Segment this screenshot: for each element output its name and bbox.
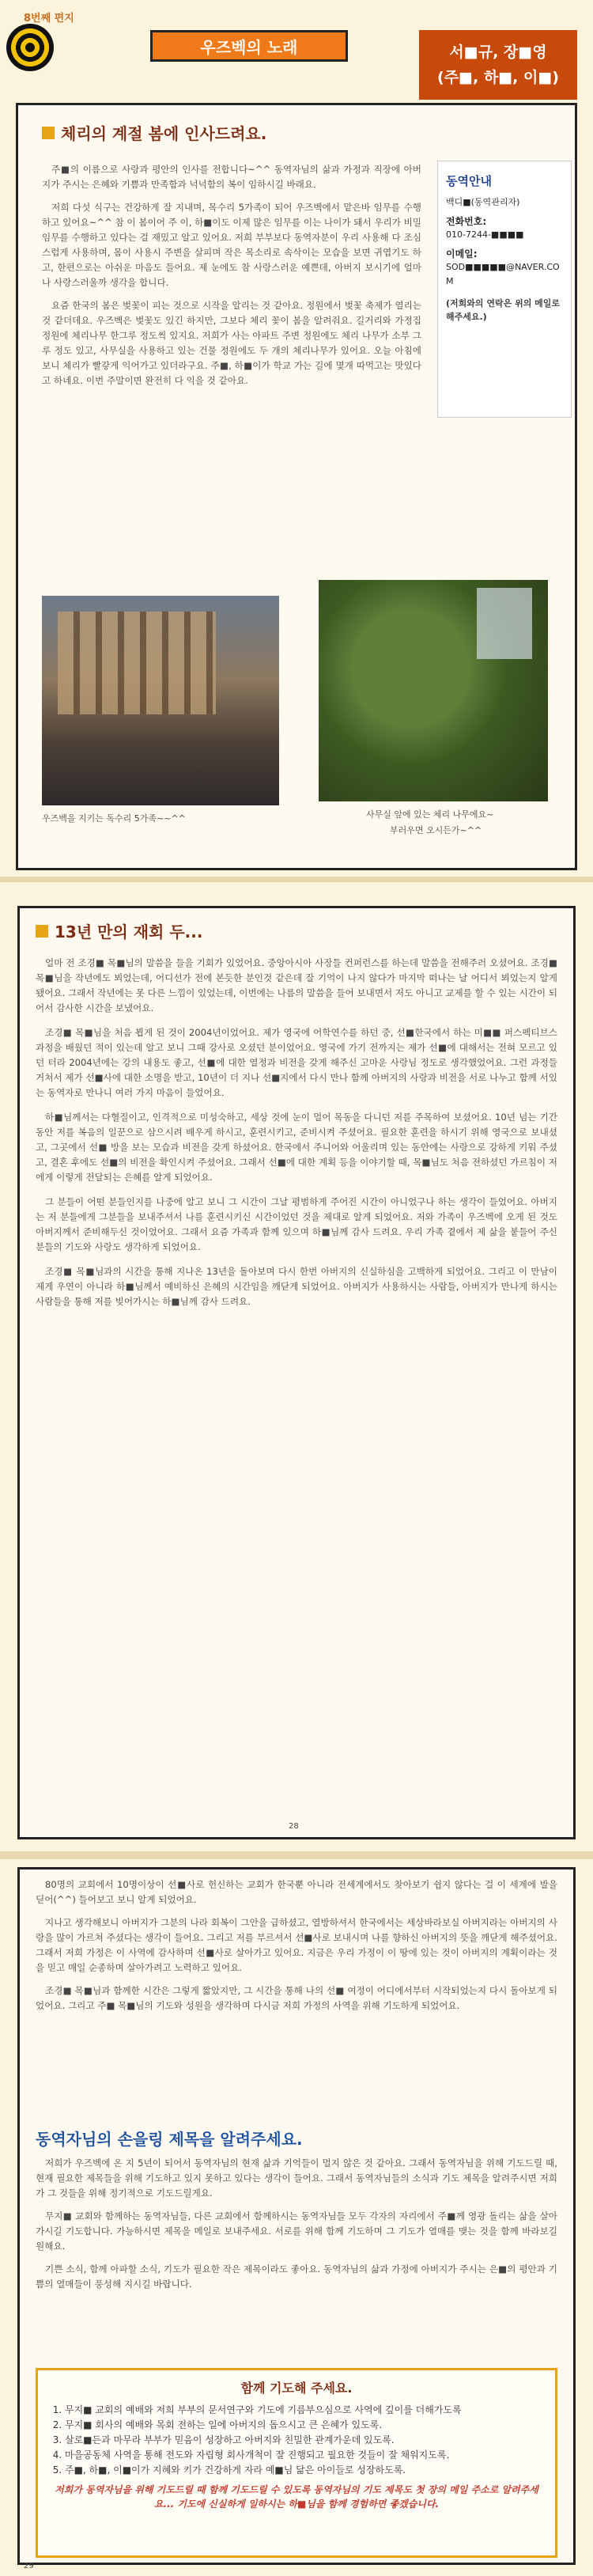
page3-section-title-text: 동역자님의 손을링 제목을 알려주세요. [36, 2130, 303, 2149]
page-3 [0, 1859, 593, 2576]
page2-body [36, 956, 557, 1309]
page1-content-frame [16, 103, 577, 870]
prayer-note: 저희가 동역자님을 위해 기도드릴 때 함께 기도드릴 수 있도록 동역자님의 기도 제목도 첫 장의 메일 주소로 알려주세요... 기도에 신실하게 일하시는 하■님을 함께 경험하면 좋겠습니다. [55, 2484, 538, 2510]
paragraph: 기쁜 소식, 함께 아파할 소식, 기도가 필요한 작은 제목이라도 좋아요. 동역자님의 삶과 가정에 아버지가 주시는 은■의 평안과 기쁨의 열매들이 풍성해 지시길 바랍니다. [36, 2263, 557, 2290]
family-names-line1: 서■규, 장■영 [449, 44, 547, 61]
section-bullet-icon [36, 925, 48, 938]
prayer-item: 2. 무지■ 회사의 예배와 목회 전하는 일에 아버지의 돕으시고 큰 은혜가 있도록. [65, 2418, 542, 2433]
prayer-item: 3. 살로■든과 마무라 부부가 믿음이 성장하고 아버지와 친밀한 관계가운데 있도록. [65, 2433, 542, 2448]
prayer-item: 1. 무지■ 교회의 예배와 저희 부부의 문서연구와 기도에 기름부으심으로 사역에 깊이를 더해가도록 [65, 2403, 542, 2418]
paragraph: 하■님께서는 다혈질이고, 인격적으로 미성숙하고, 세상 것에 눈이 멀어 목동을 다니던 저를 주목하여 보셨어요. 10년 넘는 기간 동안 저를 복음의 일꾼으로 삼으시려 배우게 하시고, 훈련시키고, 준비시켜 주셨어요. 필요한 훈련을 하시기 위해 영국으로 보내셨고, 그곳에서 선■ 방을 보는 모습과 비전을 갖게 하셨어요. 한국에서 주니어와 어울리며 있는 동안에는 사랑으로 강하게 키워 주셨고, 결혼 후에도 선■의 비전을 확인시켜 주셨어요. 그래서 선■에 대한 계획 등을 이야기할 때, 목■님도 처음 전하셨던 가르침이 저에게 이렇게 전달되는 은혜를 알게 되었어요. [36, 1112, 557, 1183]
prayer-item: 4. 마을공동체 사역을 통해 전도와 자립형 회사개척이 잘 진행되고 필요한 것들이 잘 채워지도록. [65, 2448, 542, 2463]
paragraph: 조경■ 목■님을 처음 뵙게 된 것이 2004년이었어요. 제가 영국에 어학연수를 하던 중, 선■한국에서 하는 미■■ 퍼스펙티브스 과정을 배웠던 적이 있는데 알고 보니 그때 강사로 오셨던 분이었어요. 영국에 가기 전까지는 제가 선■에 대해서는 전혀 모르고 있던 터라 2004년에는 강의 내용도 좋고, 선■에 대한 열정과 비전을 갖게 해주신 고마운 사랑님 정도로 생각했었어요. 그런 과정들 거쳐서 제가 선■사에 대한 소명을 받고, 10년이 더 지나 선■지에서 다시 만나 함께 아버지의 사랑과 비전을 서로 나누고 함께 서있는 동역자로 만나니 여러 가지 마음이 들었어요. [36, 1027, 558, 1098]
contact-info-box [437, 161, 572, 418]
building-background [58, 612, 216, 714]
prayer-title: 함께 기도해 주세요. [240, 2381, 353, 2396]
prayer-item: 5. 주■, 하■, 이■이가 지혜와 키가 건강하게 자라 예■님 닮은 아이들로 성장하도록. [65, 2463, 542, 2478]
cherry-tree-photo [319, 580, 548, 801]
page-2 [0, 882, 593, 1859]
family-photo-caption: 우즈벡을 지키는 독수리 5가족~~^^ [42, 813, 186, 824]
page3-body-top [36, 1877, 557, 2013]
paragraph: 지나고 생각해보니 아버지가 그분의 나라 회복이 그안을 급하셨고, 열방하셔서 한국에서는 세상바라보실 아버지라는 아버지의 사랑을 많이 가르쳐 주셨다는 생각이 들어요. 그리고 저를 부르셔서 선■사로 보내시며 나를 향하신 아버지의 뜻을 깨닫게 해주셨어요. 그래서 저희 가정은 이 사역에 감사하며 선■사로 살아가고 있어요. 지금은 우리 가정이 이 땅에 있는 것이 아버지의 계획이라는 것을 믿고 매일 순종하며 살아가려고 노력하고 있어요. [36, 1917, 558, 1973]
page-number: 29 [24, 2562, 34, 2570]
page3-section-title [36, 2127, 303, 2150]
paragraph: 주■의 이름으로 사랑과 평안의 인사를 전합니다~^^ 동역자님의 삶과 가정과 직장에 아버지가 주시는 은혜와 기쁨과 만족함과 넉넉함의 복이 임하시길 바래요. [42, 164, 421, 190]
contact-title: 동역안내 [446, 174, 492, 188]
paragraph: 80명의 교회에서 10명이상이 선■사로 헌신하는 교회가 한국뿐 아니라 전세계에서도 찾아보기 쉽지 않다는 걸 이 세계에 발을 딛어(^^) 들어보고 보니 알게 되었어요. [36, 1879, 557, 1905]
prayer-list [51, 2403, 542, 2478]
email-value[interactable]: SOD■■■■■@NAVER.COM [446, 262, 560, 286]
spiral-logo-icon [6, 24, 54, 71]
email-label: 이메일: [446, 248, 478, 259]
paragraph: 저희가 우즈벡에 온 지 5년이 되어서 동역자님의 현재 삶과 기억들이 멀지 않은 것 같아요. 그래서 동역자님을 위해 기도드릴 때, 현재 필요한 제목들을 위해 기도하고 있지 못하고 있다는 생각이 들어요. 그래서 동역자님들의 소식과 기도 제목을 알려주시면 저희가 그 것들을 위해 정기적으로 기도드릴게요. [36, 2157, 557, 2199]
page2-section-title-text: 13년 만의 재회 두... [55, 922, 203, 941]
page3-content-frame [17, 1867, 576, 2565]
paragraph: 조경■ 목■님과의 시간을 통해 지나온 13년을 돌아보며 다시 한번 아버지의 신실하심을 고백하게 되었어요. 그리고 이 만남이 제게 우연이 아니라 하■님께서 예비하신 은혜의 시간임을 깨닫게 되었어요. 아버지가 사용하시는 사람들, 아버지가 만나게 하시는 사람들을 통해 저를 빚어가시는 하■님께 감사 드려요. [36, 1266, 557, 1307]
phone-label: 전화번호: [446, 216, 487, 227]
family-names-line2: (주■, 하■, 이■) [437, 69, 559, 86]
page1-section-title-text: 체리의 계절 봄에 인사드려요. [61, 124, 267, 143]
page-number: 28 [289, 1822, 299, 1831]
sky-patch [477, 588, 532, 659]
cherry-photo-caption-1: 사무실 앞에 있는 체리 나무에요~ [366, 809, 494, 820]
paragraph: 그 분들이 어떤 분들인지를 나중에 알고 보니 그 시간이 그날 평범하게 주어진 시간이 아니었구나 하는 생각이 들었어요. 아버지는 저 분들에게 그분들을 보내주셔서 나를 훈련시키신 시간이었던 것을 제대로 알게 되었어요. 저와 가족이 우즈벡에 오게 된 것도 아버지께서 준비해두신 것이었어요. 그래서 요즘 가족과 함께 있으며 하■님께 감사 드려요. 우리 가족 곁에서 제 삶을 붙들어 주신 분들의 기도와 사랑도 생각하게 되었어요. [36, 1196, 557, 1252]
paragraph: 무지■ 교회와 함께하는 동역자님들, 다른 교회에서 함께하시는 동역자님들 모두 각자의 자리에서 주■께 영광 돌리는 삶을 살아가시길 기도합니다. 가능하시면 제목을 메일로 보내주세요. 서로를 위해 함께 기도하며 그 기도가 열매를 맺는 것을 함께 바라보길 원해요. [36, 2210, 557, 2252]
phone-value[interactable]: 010-7244-■■■■ [446, 229, 524, 240]
newsletter-title: 우즈벡의 노래 [150, 30, 348, 62]
paragraph: 얼마 전 조경■ 목■님의 말씀을 들을 기회가 있었어요. 중앙아시아 사장들 컨퍼런스를 하는데 말씀을 전해주러 오셨어요. 조경■ 목■님을 작년에도 뵈었는데, 어디선가 전에 본듯한 분인것 같은데 잘 기억이 나지 않다가 마지막 떠나는 날 어디서 뵈었는지 알게 됐어요. 그래서 작년에는 못 다른 느낌이 있었는데, 이번에는 나름의 말씀을 들어 보내면서 저도 아니고 교제를 할 수 있는 시간이 되어서 감사한 시간을 보냈어요. [36, 957, 557, 1013]
letter-number: 8번째 편지 [24, 13, 74, 25]
family-names [419, 30, 577, 100]
contact-note: (저희와의 연락은 위의 메일로 해주세요.) [446, 298, 561, 322]
page-1 [0, 0, 593, 882]
paragraph: 저희 다섯 식구는 건강하게 잘 지내며, 목수리 5가족이 되어 우즈벡에서 맡은바 임무를 수행하고 있어요~^^ 참 이 봄이어 주 이, 하■이도 이제 많은 임무를 이는 나이가 돼서 우리가 비밀 임무를 수행하고 있다는 걸 재밌고 알고 있어요. 저희 부부보다 동역자분이 우리 사용해 다 조심스럽게 사용하며, 몸이 사용시 주변을 살피며 작은 목소리로 속삭이는 모습을 보면 귀엽기도 하고, 한편으로는 아쉬운 마음도 들어요. 제 눈에도 참 사랑스러운 예쁜데, 아버지 보시기에 얼마나 사랑스러울까 생각을 합니다. [42, 202, 421, 288]
section-bullet-icon [42, 127, 55, 139]
cherry-photo-caption-2: 부러우면 오시든가~^^ [390, 825, 482, 835]
page2-content-frame [17, 906, 576, 1839]
prayer-request-box [36, 2368, 557, 2558]
page2-section-title [36, 919, 202, 942]
page1-section-title [42, 121, 266, 144]
family-photo [42, 596, 279, 805]
contact-manager: 백디■(동역관리자) [446, 197, 520, 207]
page3-body-bottom [36, 2156, 557, 2292]
paragraph: 조경■ 목■님과 함께한 시간은 그렇게 짧았지만, 그 시간을 통해 나의 선■ 여정이 어디에서부터 시작되었는지 다시 돌아보게 되었어요. 그리고 주■ 목■님의 기도와 성원을 생각하며 다시금 저희 가정의 사역을 위해 기도하게 되었어요. [36, 1985, 557, 2011]
paragraph: 요즘 한국의 봄은 벚꽃이 피는 것으로 시작을 알리는 것 같아요. 정원에서 벚꽃 축제가 열리는 것 같더데요. 우즈벡은 벚꽃도 있긴 하지만, 그보다 체리 꽃이 봄을 알려줘요. 길거리와 가정집 정원에 체리나무 한그루 정도씩 있지요. 저희가 사는 아파트 주변 정원에도 체리 나무가 소부 그루 정도 있고, 사무실을 사용하고 있는 건물 정원에도 두 개의 체리나무가 있어요. 오늘 아침에 보니 체리가 빨갛게 익어가고 있더라구요. 주■, 하■이가 학교 가는 길에 몇개 따먹고는 맛있다고 하네요. 이번 주말이면 완전히 다 익을 것 같아요. [42, 300, 421, 386]
page1-body [42, 162, 421, 388]
